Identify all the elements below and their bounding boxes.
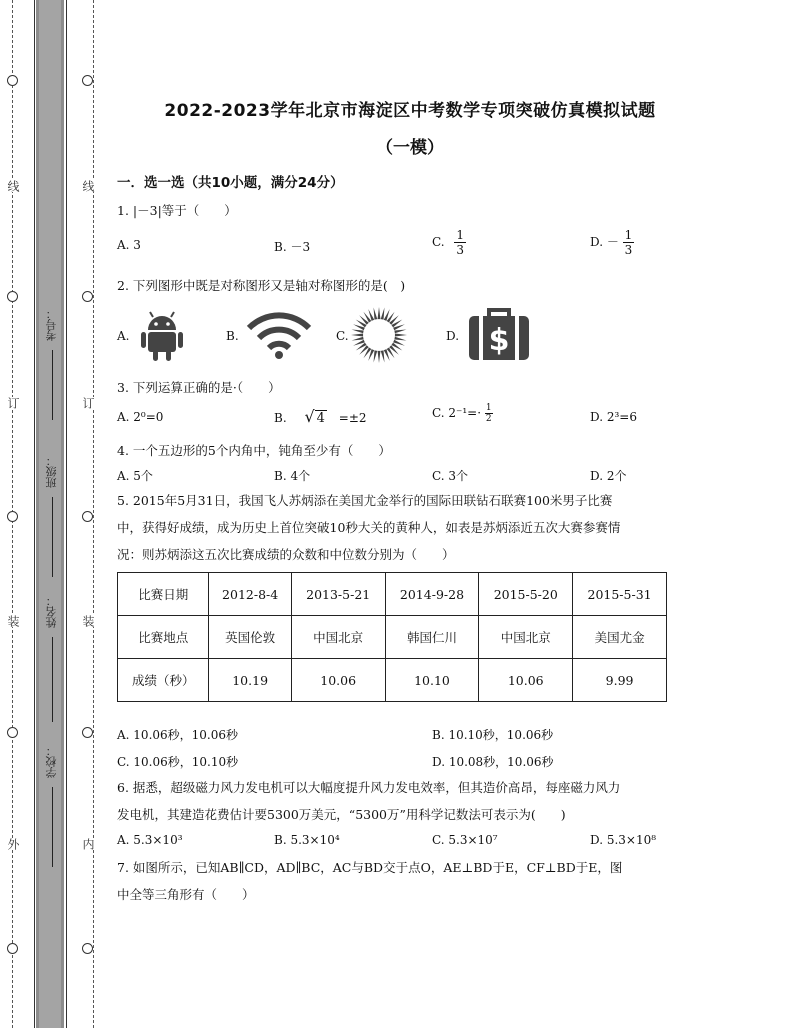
- question-1-stem: 1. |－3|等于（ ）: [117, 203, 237, 218]
- svg-text:$: $: [488, 323, 510, 358]
- sunburst-ray: [395, 334, 407, 337]
- fraction: [454, 228, 466, 257]
- question-6-line: 发电机，其建造花费估计要5300万美元，“5300万”用科学记数法可表示为( ): [117, 807, 566, 822]
- punch-hole: [7, 943, 18, 954]
- field-school: 学校：: [45, 745, 58, 778]
- sunburst-ray: [374, 350, 378, 362]
- field-line[interactable]: [52, 497, 53, 577]
- question-5-text: [117, 487, 672, 568]
- sunburst-ray: [394, 337, 406, 341]
- table-cell: 比赛日期: [118, 573, 209, 616]
- q1-option-a[interactable]: A. 3: [117, 238, 141, 252]
- punch-hole: [82, 943, 93, 954]
- fraction-denominator: 3: [456, 243, 465, 257]
- sunburst-ray: [394, 330, 406, 334]
- punch-hole: [7, 511, 18, 522]
- q3-option-c-label: C. 2⁻¹=·: [432, 406, 482, 420]
- punch-hole: [7, 75, 18, 86]
- question-3-stem: 3. 下列运算正确的是·（ ）: [117, 380, 281, 395]
- q5-option-b[interactable]: B. 10.10秒，10.06秒: [432, 728, 554, 742]
- table-cell: 2014-9-28: [385, 573, 479, 616]
- table-row: [118, 616, 667, 659]
- q4-option-b[interactable]: B. 4个: [274, 469, 311, 483]
- sunburst-ray: [378, 351, 381, 363]
- question-2-stem: 2. 下列图形中既是对称图形又是轴对称图形的是( ): [117, 278, 406, 293]
- field-name: 姓名：: [45, 595, 58, 628]
- q5-option-c[interactable]: C. 10.06秒，10.10秒: [117, 755, 239, 769]
- table-cell: 10.06: [479, 659, 573, 702]
- q3-option-b[interactable]: [274, 407, 367, 426]
- q3-option-b-rest: =±2: [338, 411, 367, 425]
- question-6-line: 6. 据悉，超级磁力风力发电机可以大幅度提升风力发电效率，但其造价高昂，每座磁力风力: [117, 780, 621, 795]
- table-cell: 英国伦敦: [209, 616, 291, 659]
- sunburst-ray: [378, 307, 381, 319]
- field-exam-number: 考号：: [45, 308, 58, 341]
- sunburst-ray: [381, 350, 385, 362]
- q4-option-a[interactable]: A. 5个: [117, 469, 153, 483]
- field-line[interactable]: [52, 350, 53, 420]
- sqrt-expression: [304, 407, 326, 426]
- q4-option-d[interactable]: D. 2个: [590, 469, 627, 483]
- table-cell: 10.10: [385, 659, 479, 702]
- q5-option-d[interactable]: D. 10.08秒，10.06秒: [432, 755, 554, 769]
- table-cell: 10.06: [291, 659, 385, 702]
- q4-option-c[interactable]: C. 3个: [432, 469, 469, 483]
- punch-hole: [82, 511, 93, 522]
- wifi-icon: [245, 312, 313, 360]
- margin-char-outer: 线: [6, 180, 20, 192]
- margin-char-outer: 装: [6, 615, 20, 627]
- punch-hole: [7, 727, 18, 738]
- question-7-line: 7. 如图所示，已知AB∥CD，AD∥BC，AC与BD交于点O，AE⊥BD于E，CF⊥BD于E，图: [117, 860, 623, 875]
- q3-option-a[interactable]: A. 2⁰=0: [117, 410, 164, 424]
- table-cell: 中国北京: [291, 616, 385, 659]
- radicand: 4: [316, 411, 325, 426]
- table-cell: 成绩（秒）: [118, 659, 209, 702]
- inner-dash-line: [93, 0, 94, 1028]
- margin-char-inner: 装: [81, 615, 95, 627]
- table-cell: 2012-8-4: [209, 573, 291, 616]
- q3-option-b-label: B.: [274, 411, 287, 425]
- sunburst-ray: [381, 308, 385, 320]
- fraction-numerator: 1: [624, 228, 633, 242]
- sunburst-icon: [350, 306, 408, 364]
- question-5-line: 5. 2015年5月31日，我国飞人苏炳添在美国尤金举行的国际田联钻石联赛100米男子比赛: [117, 493, 613, 508]
- android-icon: [139, 308, 185, 362]
- margin-char-inner: 订: [81, 397, 95, 409]
- question-6-text: [117, 774, 672, 828]
- q3-option-d[interactable]: D. 2³=6: [590, 410, 637, 424]
- fraction: [623, 228, 635, 257]
- q6-option-b[interactable]: B. 5.3×10⁴: [274, 833, 340, 847]
- section-heading: 一．选一选（共10小题，满分24分）: [117, 175, 344, 191]
- fraction-denominator: 3: [624, 243, 633, 257]
- sunburst-ray: [374, 308, 378, 320]
- margin-border-left: [34, 0, 35, 1028]
- punch-hole: [7, 291, 18, 302]
- q2-option-d[interactable]: D.: [446, 329, 460, 343]
- fraction: [485, 403, 493, 424]
- q5-option-a[interactable]: A. 10.06秒，10.06秒: [117, 728, 239, 742]
- results-table: [117, 572, 667, 702]
- sunburst-ray: [352, 337, 364, 341]
- table-cell: 美国尤金: [573, 616, 667, 659]
- gray-band-inner: [39, 0, 61, 1028]
- punch-hole: [82, 291, 93, 302]
- field-class: 班级：: [45, 455, 58, 488]
- binding-margin: [0, 0, 100, 1028]
- table-cell: 9.99: [573, 659, 667, 702]
- q2-option-c[interactable]: C.: [336, 329, 349, 343]
- table-cell: 2015-5-20: [479, 573, 573, 616]
- table-row: [118, 659, 667, 702]
- margin-border-right: [66, 0, 67, 1028]
- q2-option-a[interactable]: A.: [117, 329, 130, 343]
- field-line[interactable]: [52, 787, 53, 867]
- question-5-line: 况：则苏炳添这五次比赛成绩的众数和中位数分别为（ ）: [117, 547, 455, 562]
- punch-hole: [82, 75, 93, 86]
- q6-option-a[interactable]: A. 5.3×10³: [117, 833, 183, 847]
- q1-option-b[interactable]: B. －3: [274, 240, 311, 254]
- q6-option-d[interactable]: D. 5.3×10⁸: [590, 833, 657, 847]
- margin-char-outer: 订: [6, 397, 20, 409]
- margin-char-outer: 外: [6, 838, 20, 850]
- question-7-text: [117, 854, 672, 908]
- q3-option-c[interactable]: [432, 403, 493, 424]
- question-4-stem: 4. 一个五边形的5个内角中，钝角至少有（ ）: [117, 443, 391, 458]
- table-cell: 10.19: [209, 659, 291, 702]
- page-subtitle: （一模）: [376, 138, 444, 158]
- q6-option-c[interactable]: C. 5.3×10⁷: [432, 833, 498, 847]
- q1-option-d-label: D. －: [590, 235, 619, 249]
- table-cell: 比赛地点: [118, 616, 209, 659]
- field-line[interactable]: [52, 637, 53, 722]
- fraction-numerator: 1: [456, 228, 465, 242]
- q1-option-c[interactable]: [432, 228, 466, 257]
- question-5-line: 中，获得好成绩，成为历史上首位突破10秒大关的黄种人，如表是苏炳添近五次大赛参赛情: [117, 520, 621, 535]
- margin-char-inner: 内: [81, 838, 95, 850]
- q2-option-b[interactable]: B.: [226, 329, 239, 343]
- table-cell: 2013-5-21: [291, 573, 385, 616]
- table-cell: 2015-5-31: [573, 573, 667, 616]
- sunburst-ray: [351, 334, 363, 337]
- sqrt-sign: √: [304, 407, 315, 426]
- page-title: 2022-2023学年北京市海淀区中考数学专项突破仿真模拟试题: [164, 101, 656, 121]
- question-7-line: 中全等三角形有（ ）: [117, 887, 255, 902]
- fraction-denominator: 2: [485, 414, 492, 424]
- q1-option-d[interactable]: [590, 228, 634, 257]
- punch-hole: [82, 727, 93, 738]
- sunburst-ray: [352, 330, 364, 334]
- table-cell: 中国北京: [479, 616, 573, 659]
- margin-char-inner: 线: [81, 180, 95, 192]
- table-row: [118, 573, 667, 616]
- fraction-numerator: 1: [485, 403, 492, 413]
- table-cell: 韩国仁川: [385, 616, 479, 659]
- q1-option-c-label: C.: [432, 235, 445, 249]
- dollar-bag-icon: [467, 306, 531, 362]
